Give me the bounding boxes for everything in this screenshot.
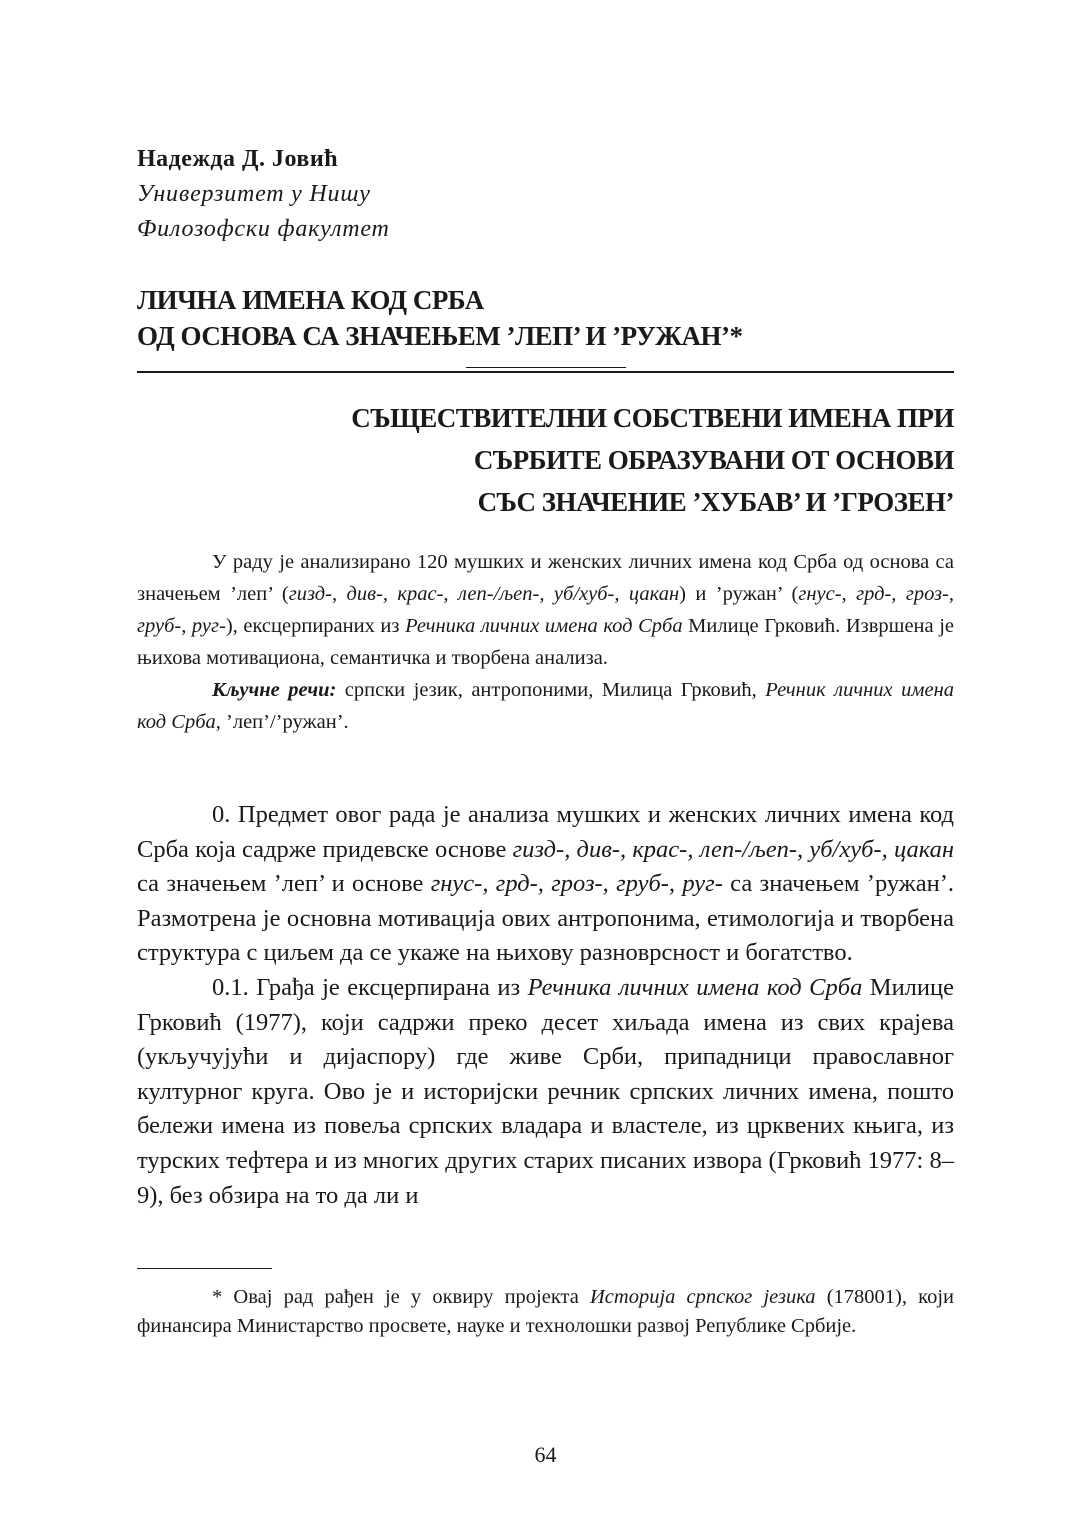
title-bulgarian-line2: СЪРБИТЕ ОБРАЗУВАНИ ОТ ОСНОВИ [473,445,954,475]
title-divider-accent [466,367,626,368]
title-serbian-line1: ЛИЧНА ИМЕНА КОД СРБА [137,285,484,315]
abstract [137,546,954,738]
keywords-label: Кључне речи: [212,679,337,701]
title-serbian [137,282,954,354]
body-paragraph-0-1: 0.1. Грађа је ексцерпирана из Речника личних имена код Срба Милице Грковић (1977), који садржи преко десет хиљада имена из свих крајева (укључујући и дијаспору) где живе Срби, припадници православног културног круга. Ово је и историјски речник српских личних имена, пошто бележи имена из повеља српских владара и властеле, из црквених књига, из турских тефтера и из многих других старих писаних извора (Грковић 1977: 8–9), без обзира на то да ли и [137,973,955,1209]
footnote-divider [137,1268,272,1269]
footnote-text: * Овај рад рађен је у оквиру пројекта Историја српског језика (178001), који финансира Министарство просвете, науке и технолошки развој Републике Србије. [137,1286,954,1337]
body-paragraph-0: 0. Предмет овог рада је анализа мушких и женских личних имена код Срба која садрже придевске основе гизд-, див-, крас-, леп-/љеп-, уб/хуб-, цакан са значењем ’леп’ и основе гнус-, грд-, гроз-, груб-, руг- са значењем ’ружан’. Размотрена је основна мотивација ових антропонима, етимологија и творбена структура с циљем да се укаже на њихову разноврсност и богатство. [137,801,954,967]
abstract-paragraph: У раду је анализирано 120 мушких и женских личних имена код Срба од основа са значењем ’леп’ (гизд-, див-, крас-, леп-/љеп-, уб/хуб-, цакан) и ’ружан’ (гнус-, грд-, гроз-, груб-, руг-), ексцерпираних из Речника личних имена код Срба Милице Грковић. Извршена је њихова мотивациона, семантичка и творбена анализа. [137,551,954,669]
title-serbian-line2: ОД ОСНОВА СА ЗНАЧЕЊЕМ ’ЛЕП’ И ’РУЖАН’* [137,321,743,351]
page-number: 64 [534,1442,557,1467]
author-name: Надежда Д. Јовић [137,146,339,172]
keywords: Кључне речи: српски језик, антропоними, Милица Грковић, Речник личних имена код Срба, ’леп’/’ружан’. [137,679,954,733]
footnote [137,1283,954,1341]
body-text [137,798,954,1213]
page [137,0,954,1530]
author-block [137,142,390,247]
title-bulgarian [137,397,954,523]
affiliation-university: Универзитет у Нишу [137,181,371,207]
title-bulgarian-line3: СЪС ЗНАЧЕНИЕ ’ХУБАВ’ И ’ГРОЗЕН’ [477,487,954,517]
affiliation-faculty: Филозофски факултет [137,216,390,242]
title-divider [137,371,954,373]
title-bulgarian-line1: СЪЩЕСТВИТЕЛНИ СОБСТВЕНИ ИМЕНА ПРИ [351,403,954,433]
